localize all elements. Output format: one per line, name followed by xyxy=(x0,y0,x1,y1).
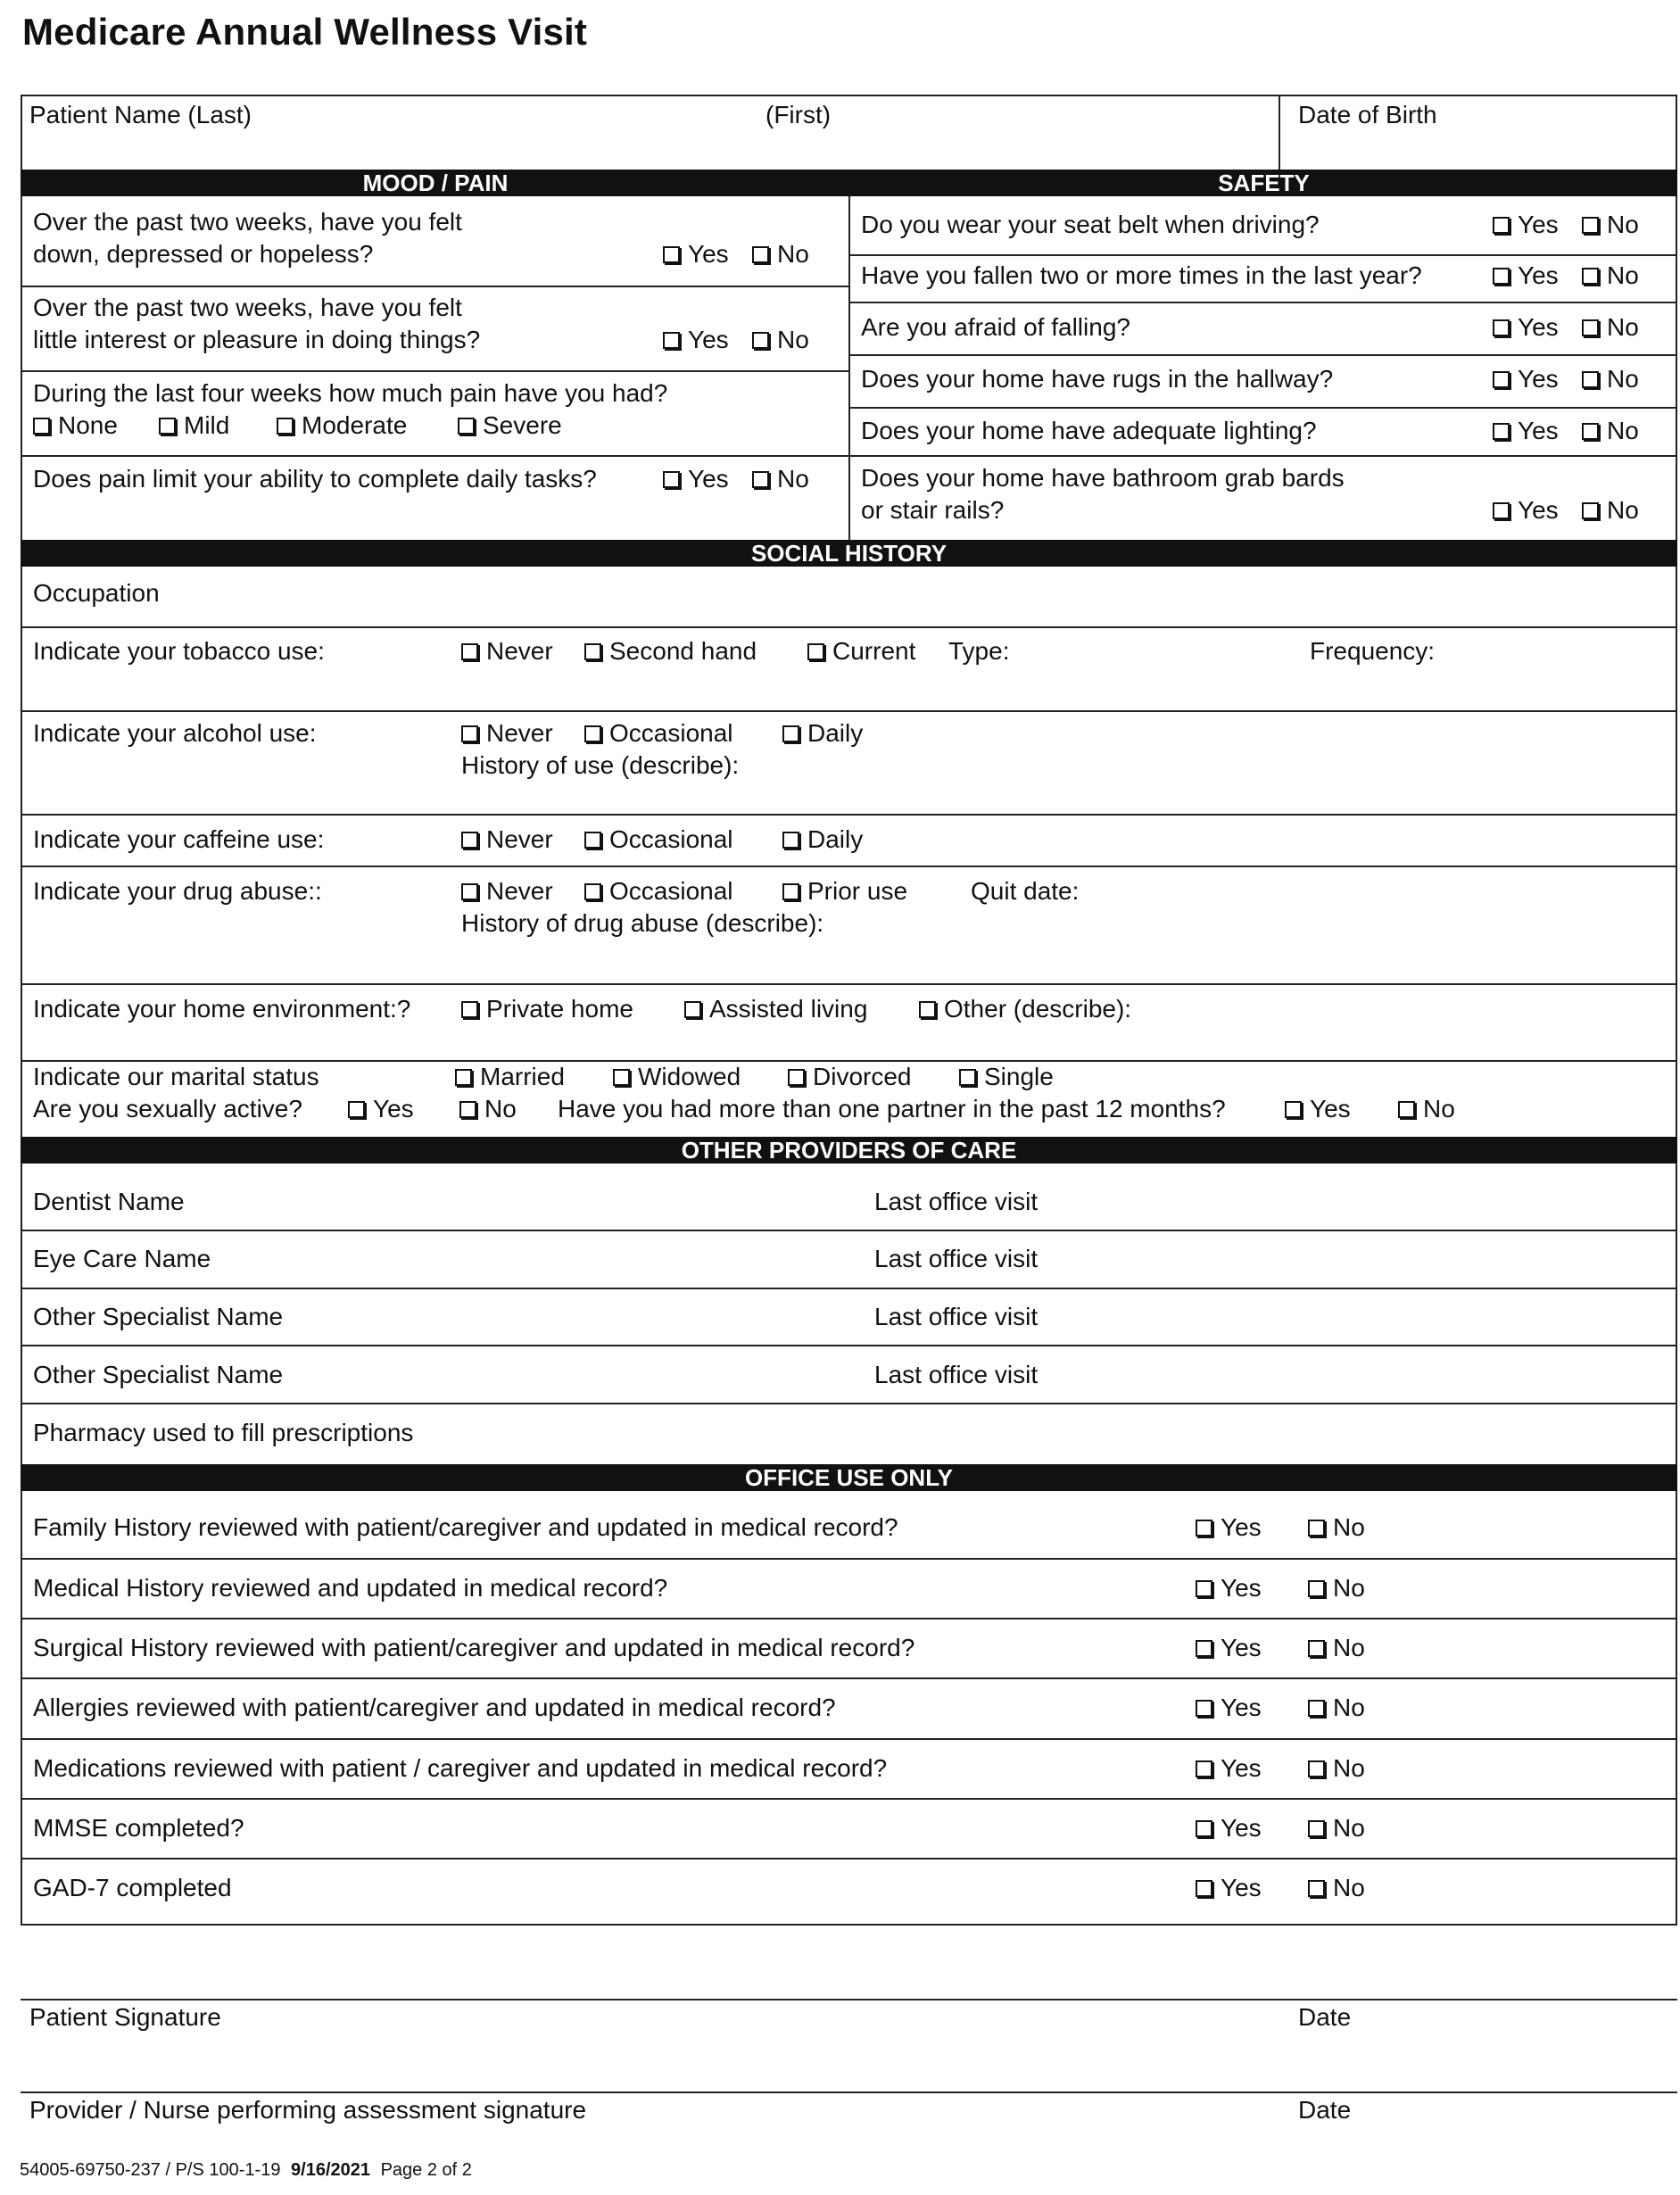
checkbox-icon xyxy=(584,883,601,900)
checkbox-icon xyxy=(459,1101,476,1118)
patient-signature-label: Patient Signature xyxy=(29,2003,221,2031)
checkbox-icon xyxy=(782,725,799,742)
row-divider xyxy=(21,455,850,457)
marital-widowed[interactable]: Widowed xyxy=(613,1062,741,1092)
pain-none[interactable]: None xyxy=(33,410,118,441)
form-code: 54005-69750-237 / P/S 100-1-19 xyxy=(20,2160,281,2180)
patient-date-label: Date xyxy=(1298,2003,1352,2031)
checkbox-icon xyxy=(1493,423,1510,440)
row-divider xyxy=(21,1618,1677,1619)
specialist-2-last-visit-label: Last office visit xyxy=(874,1361,1039,1388)
mood-q4-no[interactable]: No xyxy=(752,464,809,494)
checkbox-icon xyxy=(455,1069,472,1086)
checkbox-icon xyxy=(1493,371,1510,388)
pain-moderate[interactable]: Moderate xyxy=(277,410,407,441)
tobacco-label: Indicate your tobacco use: xyxy=(33,637,325,665)
gad7-no[interactable]: No xyxy=(1308,1873,1365,1903)
checkbox-icon xyxy=(1493,268,1510,285)
row-divider xyxy=(21,710,1677,712)
checkbox-icon xyxy=(1308,1580,1325,1597)
safety-q5-yes[interactable]: Yes xyxy=(1493,416,1559,446)
row-divider xyxy=(21,1288,1677,1289)
home-assisted-living[interactable]: Assisted living xyxy=(684,994,867,1024)
row-divider xyxy=(21,1403,1677,1404)
mood-q4: Does pain limit your ability to complete daily tasks? xyxy=(33,465,597,493)
row-divider xyxy=(21,1230,1677,1231)
row-divider xyxy=(850,354,1677,356)
office-row-gad7: GAD-7 completed xyxy=(33,1874,232,1901)
office-row-mmse: MMSE completed? xyxy=(33,1814,244,1842)
row-divider xyxy=(21,370,850,372)
checkbox-icon xyxy=(1196,1520,1212,1536)
provider-signature-label: Provider / Nurse performing assessment signature xyxy=(29,2096,587,2124)
occupation-label: Occupation xyxy=(33,579,160,607)
alcohol-never[interactable]: Never xyxy=(461,718,553,749)
patient-name-last-label: Patient Name (Last) xyxy=(29,101,252,128)
safety-q4-yes[interactable]: Yes xyxy=(1493,364,1559,394)
checkbox-icon xyxy=(461,643,478,660)
medical-history-yes[interactable]: Yes xyxy=(1196,1573,1262,1603)
checkbox-icon xyxy=(461,1001,478,1018)
dentist-name-label: Dentist Name xyxy=(33,1188,185,1215)
checkbox-icon xyxy=(1285,1101,1302,1118)
caffeine-label: Indicate your caffeine use: xyxy=(33,825,325,853)
checkbox-icon xyxy=(663,246,680,263)
checkbox-icon xyxy=(461,832,478,849)
checkbox-icon xyxy=(1196,1880,1212,1897)
checkbox-icon xyxy=(1196,1820,1212,1837)
dob-divider xyxy=(1279,95,1280,170)
safety-q3-yes[interactable]: Yes xyxy=(1493,312,1559,343)
medications-yes[interactable]: Yes xyxy=(1196,1753,1262,1784)
row-divider xyxy=(21,626,1677,628)
mood-q4-yes[interactable]: Yes xyxy=(663,464,729,494)
form-revision-date: 9/16/2021 xyxy=(291,2160,370,2180)
tobacco-never[interactable]: Never xyxy=(461,636,553,667)
bottom-border xyxy=(21,1924,1677,1926)
provider-signature-line xyxy=(21,2091,1677,2093)
checkbox-icon xyxy=(959,1069,976,1086)
mmse-yes[interactable]: Yes xyxy=(1196,1813,1262,1843)
sexually-active-no[interactable]: No xyxy=(459,1094,517,1124)
safety-q5-no[interactable]: No xyxy=(1582,416,1639,446)
checkbox-icon xyxy=(584,832,601,849)
checkbox-icon xyxy=(752,471,769,488)
safety-q6-no[interactable]: No xyxy=(1582,495,1639,526)
checkbox-icon xyxy=(788,1069,805,1086)
checkbox-icon xyxy=(1196,1640,1212,1657)
checkbox-icon xyxy=(663,332,680,349)
caffeine-daily[interactable]: Daily xyxy=(782,824,863,855)
other-providers-header: OTHER PROVIDERS OF CARE xyxy=(21,1137,1677,1164)
row-divider xyxy=(21,814,1677,816)
checkbox-icon xyxy=(1582,268,1599,285)
checkbox-icon xyxy=(458,418,475,435)
safety-q1-no[interactable]: No xyxy=(1582,210,1639,240)
alcohol-label: Indicate your alcohol use: xyxy=(33,719,317,747)
safety-q3-no[interactable]: No xyxy=(1582,312,1639,343)
checkbox-icon xyxy=(33,418,50,435)
row-divider xyxy=(21,1558,1677,1560)
checkbox-icon xyxy=(1196,1580,1212,1597)
pharmacy-label: Pharmacy used to fill prescriptions xyxy=(33,1419,414,1446)
form-footer xyxy=(20,2160,472,2181)
checkbox-icon xyxy=(663,471,680,488)
gad7-yes[interactable]: Yes xyxy=(1196,1873,1262,1903)
checkbox-icon xyxy=(919,1001,936,1018)
pain-severe[interactable]: Severe xyxy=(458,410,562,441)
marital-status-label: Indicate our marital status xyxy=(33,1063,319,1090)
mood-q1-line2: down, depressed or hopeless? xyxy=(33,240,374,268)
checkbox-icon xyxy=(1493,319,1510,336)
row-divider xyxy=(21,1738,1677,1740)
checkbox-icon xyxy=(461,725,478,742)
office-use-only-header: OFFICE USE ONLY xyxy=(21,1464,1677,1491)
safety-q5: Does your home have adequate lighting? xyxy=(861,417,1317,444)
checkbox-icon xyxy=(159,418,176,435)
mood-q1-line1: Over the past two weeks, have you felt xyxy=(33,208,462,236)
row-divider xyxy=(850,302,1677,303)
office-row-medications: Medications reviewed with patient / caregiver and updated in medical record? xyxy=(33,1754,888,1782)
page-number: Page 2 of 2 xyxy=(380,2160,472,2180)
social-history-header: SOCIAL HISTORY xyxy=(21,540,1677,567)
safety-q6-line2: or stair rails? xyxy=(861,496,1005,524)
patient-name-first-label: (First) xyxy=(766,101,832,128)
drug-history-label: History of drug abuse (describe): xyxy=(461,909,824,937)
specialist-1-last-visit-label: Last office visit xyxy=(874,1303,1039,1330)
checkbox-icon xyxy=(782,832,799,849)
checkbox-icon xyxy=(807,643,824,660)
surgical-history-yes[interactable]: Yes xyxy=(1196,1633,1262,1663)
checkbox-icon xyxy=(613,1069,630,1086)
checkbox-icon xyxy=(1308,1760,1325,1777)
sexually-active-yes[interactable]: Yes xyxy=(348,1094,414,1124)
patient-signature-line xyxy=(21,1999,1677,2000)
top-border xyxy=(21,95,1677,96)
checkbox-icon xyxy=(584,725,601,742)
mood-q2-no[interactable]: No xyxy=(752,325,809,355)
mood-q2-line1: Over the past two weeks, have you felt xyxy=(33,294,462,321)
safety-header: SAFETY xyxy=(850,170,1677,196)
tobacco-current[interactable]: Current xyxy=(807,636,915,667)
checkbox-icon xyxy=(752,332,769,349)
checkbox-icon xyxy=(1308,1880,1325,1897)
marital-single[interactable]: Single xyxy=(959,1062,1054,1092)
mood-q2-line2: little interest or pleasure in doing things? xyxy=(33,326,481,353)
checkbox-icon xyxy=(1308,1700,1325,1717)
safety-q3: Are you afraid of falling? xyxy=(861,313,1130,341)
checkbox-icon xyxy=(1582,371,1599,388)
office-row-surgical-history: Surgical History reviewed with patient/caregiver and updated in medical record? xyxy=(33,1634,915,1661)
pain-mild[interactable]: Mild xyxy=(159,410,229,441)
checkbox-icon xyxy=(1308,1520,1325,1536)
checkbox-icon xyxy=(1196,1700,1212,1717)
office-row-family-history: Family History reviewed with patient/caregiver and updated in medical record? xyxy=(33,1513,898,1541)
right-border xyxy=(1676,95,1677,1926)
drug-label: Indicate your drug abuse:: xyxy=(33,877,322,905)
row-divider xyxy=(21,1798,1677,1800)
caffeine-occasional[interactable]: Occasional xyxy=(584,824,733,855)
checkbox-icon xyxy=(684,1001,701,1018)
office-row-medical-history: Medical History reviewed and updated in medical record? xyxy=(33,1574,668,1602)
row-divider xyxy=(850,455,1677,457)
mood-q3: During the last four weeks how much pain have you had? xyxy=(33,379,668,407)
caffeine-never[interactable]: Never xyxy=(461,824,553,855)
checkbox-icon xyxy=(1582,319,1599,336)
row-divider xyxy=(21,1858,1677,1860)
safety-q2-no[interactable]: No xyxy=(1582,261,1639,291)
specialist-2-name-label: Other Specialist Name xyxy=(33,1361,284,1388)
mood-pain-header: MOOD / PAIN xyxy=(21,170,850,196)
dentist-last-visit-label: Last office visit xyxy=(874,1188,1039,1215)
checkbox-icon xyxy=(1398,1101,1415,1118)
allergies-yes[interactable]: Yes xyxy=(1196,1693,1262,1723)
checkbox-icon xyxy=(1196,1760,1212,1777)
mmse-no[interactable]: No xyxy=(1308,1813,1365,1843)
checkbox-icon xyxy=(1493,217,1510,234)
medications-no[interactable]: No xyxy=(1308,1753,1365,1784)
row-divider xyxy=(21,866,1677,867)
checkbox-icon xyxy=(752,246,769,263)
partners-label: Have you had more than one partner in the past 12 months? xyxy=(558,1095,1226,1122)
family-history-yes[interactable]: Yes xyxy=(1196,1512,1262,1543)
mood-q1-yes[interactable]: Yes xyxy=(663,239,729,269)
mood-q1-no[interactable]: No xyxy=(752,239,809,269)
marital-married[interactable]: Married xyxy=(455,1062,565,1092)
drug-never[interactable]: Never xyxy=(461,876,553,907)
checkbox-icon xyxy=(584,643,601,660)
alcohol-history-label: History of use (describe): xyxy=(461,751,740,779)
allergies-no[interactable]: No xyxy=(1308,1693,1365,1723)
row-divider xyxy=(21,1345,1677,1346)
provider-date-label: Date xyxy=(1298,2096,1352,2124)
checkbox-icon xyxy=(348,1101,365,1118)
checkbox-icon xyxy=(1493,502,1510,519)
home-other[interactable]: Other (describe): xyxy=(919,994,1131,1024)
safety-q6-yes[interactable]: Yes xyxy=(1493,495,1559,526)
marital-divorced[interactable]: Divorced xyxy=(788,1062,911,1092)
tobacco-frequency-label: Frequency: xyxy=(1310,637,1436,665)
office-row-allergies: Allergies reviewed with patient/caregiver and updated in medical record? xyxy=(33,1694,836,1721)
safety-q4-no[interactable]: No xyxy=(1582,364,1639,394)
partners-yes[interactable]: Yes xyxy=(1285,1094,1351,1124)
form-title: Medicare Annual Wellness Visit xyxy=(22,11,588,53)
alcohol-occasional[interactable]: Occasional xyxy=(584,718,733,749)
checkbox-icon xyxy=(461,883,478,900)
row-divider xyxy=(850,254,1677,256)
home-environment-label: Indicate your home environment:? xyxy=(33,995,411,1023)
eye-care-name-label: Eye Care Name xyxy=(33,1245,211,1272)
alcohol-daily[interactable]: Daily xyxy=(782,718,863,749)
checkbox-icon xyxy=(1308,1820,1325,1837)
sexually-active-label: Are you sexually active? xyxy=(33,1095,302,1122)
safety-q1: Do you wear your seat belt when driving? xyxy=(861,211,1320,238)
safety-q4: Does your home have rugs in the hallway? xyxy=(861,365,1334,393)
safety-q2: Have you fallen two or more times in the last year? xyxy=(861,261,1422,289)
row-divider xyxy=(21,286,850,287)
row-divider xyxy=(21,1677,1677,1679)
medical-history-no[interactable]: No xyxy=(1308,1573,1365,1603)
eye-care-last-visit-label: Last office visit xyxy=(874,1245,1039,1272)
mood-safety-divider xyxy=(848,196,850,540)
tobacco-type-label: Type: xyxy=(948,637,1010,665)
drug-occasional[interactable]: Occasional xyxy=(584,876,733,907)
checkbox-icon xyxy=(1582,423,1599,440)
left-border xyxy=(21,95,22,1926)
home-private[interactable]: Private home xyxy=(461,994,633,1024)
safety-q6-line1: Does your home have bathroom grab bards xyxy=(861,464,1345,492)
checkbox-icon xyxy=(1308,1640,1325,1657)
date-of-birth-label: Date of Birth xyxy=(1298,101,1437,128)
safety-q2-yes[interactable]: Yes xyxy=(1493,261,1559,291)
partners-no[interactable]: No xyxy=(1398,1094,1455,1124)
checkbox-icon xyxy=(1582,502,1599,519)
checkbox-icon xyxy=(277,418,294,435)
safety-q1-yes[interactable]: Yes xyxy=(1493,210,1559,240)
drug-quit-date-label: Quit date: xyxy=(971,877,1080,905)
family-history-no[interactable]: No xyxy=(1308,1512,1365,1543)
surgical-history-no[interactable]: No xyxy=(1308,1633,1365,1663)
drug-prior-use[interactable]: Prior use xyxy=(782,876,907,907)
tobacco-second-hand[interactable]: Second hand xyxy=(584,636,757,667)
specialist-1-name-label: Other Specialist Name xyxy=(33,1303,284,1330)
checkbox-icon xyxy=(782,883,799,900)
row-divider xyxy=(850,407,1677,409)
checkbox-icon xyxy=(1582,217,1599,234)
mood-q2-yes[interactable]: Yes xyxy=(663,325,729,355)
row-divider xyxy=(21,983,1677,985)
